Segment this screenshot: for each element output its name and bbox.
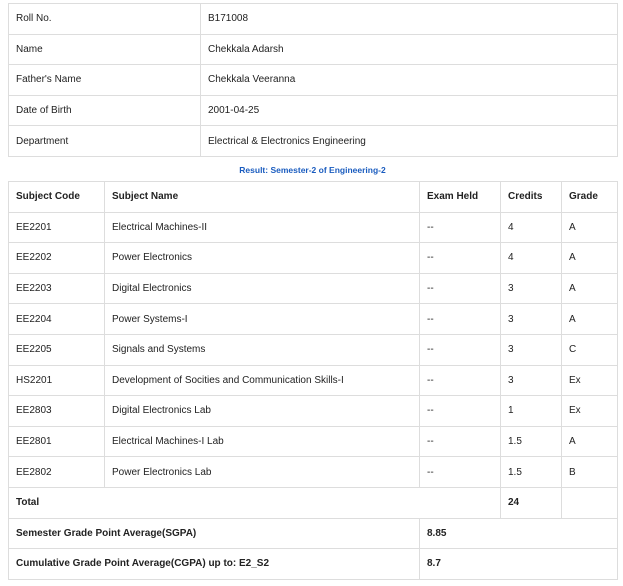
sgpa-row (9, 518, 618, 549)
cgpa-label: Cumulative Grade Point Average(CGPA) up to: E2_S2 (9, 549, 420, 580)
student-info-label: Department (9, 126, 201, 157)
subject-code: HS2201 (9, 365, 105, 396)
subject-credits: 1 (501, 396, 562, 427)
subject-grade: Ex (562, 396, 618, 427)
student-info-table (8, 3, 618, 157)
subject-grade: A (562, 426, 618, 457)
subject-name: Signals and Systems (105, 334, 420, 365)
subject-row (9, 426, 618, 457)
subject-code: EE2801 (9, 426, 105, 457)
subject-row (9, 273, 618, 304)
subject-name: Digital Electronics Lab (105, 396, 420, 427)
student-info-label: Father's Name (9, 65, 201, 96)
subject-exam-held: -- (420, 243, 501, 274)
subject-row (9, 334, 618, 365)
student-info-label: Name (9, 34, 201, 65)
subject-row (9, 396, 618, 427)
subject-credits: 3 (501, 273, 562, 304)
student-info-row (9, 34, 618, 65)
header-subject-name: Subject Name (105, 182, 420, 213)
grades-table (8, 181, 618, 580)
subject-code: EE2802 (9, 457, 105, 488)
subject-code: EE2202 (9, 243, 105, 274)
subject-name: Development of Socities and Communication Skills-I (105, 365, 420, 396)
subject-credits: 1.5 (501, 457, 562, 488)
student-info-row (9, 126, 618, 157)
student-info-row (9, 4, 618, 35)
subject-row (9, 457, 618, 488)
subject-grade: A (562, 243, 618, 274)
sgpa-value: 8.85 (420, 518, 618, 549)
subject-exam-held: -- (420, 365, 501, 396)
header-grade: Grade (562, 182, 618, 213)
subject-grade: B (562, 457, 618, 488)
subject-credits: 4 (501, 243, 562, 274)
student-info-row (9, 95, 618, 126)
subject-name: Power Electronics (105, 243, 420, 274)
subject-grade: Ex (562, 365, 618, 396)
subject-exam-held: -- (420, 457, 501, 488)
subject-credits: 3 (501, 304, 562, 335)
sgpa-label: Semester Grade Point Average(SGPA) (9, 518, 420, 549)
grades-header-row (9, 182, 618, 213)
student-info-value: Chekkala Adarsh (201, 34, 618, 65)
subject-exam-held: -- (420, 304, 501, 335)
subject-grade: C (562, 334, 618, 365)
total-row (9, 487, 618, 518)
student-info-row (9, 65, 618, 96)
subject-code: EE2201 (9, 212, 105, 243)
subject-credits: 3 (501, 365, 562, 396)
subject-row (9, 243, 618, 274)
subject-exam-held: -- (420, 212, 501, 243)
subject-row (9, 304, 618, 335)
subject-grade: A (562, 273, 618, 304)
student-info-label: Roll No. (9, 4, 201, 35)
student-info-value: Chekkala Veeranna (201, 65, 618, 96)
subject-name: Electrical Machines-II (105, 212, 420, 243)
subject-exam-held: -- (420, 396, 501, 427)
cgpa-row (9, 549, 618, 580)
subject-credits: 3 (501, 334, 562, 365)
subject-exam-held: -- (420, 426, 501, 457)
subject-name: Power Electronics Lab (105, 457, 420, 488)
total-label: Total (9, 487, 501, 518)
student-info-body (9, 4, 618, 157)
total-credits: 24 (501, 487, 562, 518)
result-title: Result: Semester-2 of Engineering-2 (239, 165, 386, 175)
cgpa-value: 8.7 (420, 549, 618, 580)
subject-row (9, 212, 618, 243)
subject-code: EE2203 (9, 273, 105, 304)
subject-code: EE2803 (9, 396, 105, 427)
subject-credits: 4 (501, 212, 562, 243)
student-info-value: 2001-04-25 (201, 95, 618, 126)
grades-body (9, 212, 618, 487)
subject-code: EE2205 (9, 334, 105, 365)
subject-name: Digital Electronics (105, 273, 420, 304)
subject-name: Power Systems-I (105, 304, 420, 335)
subject-code: EE2204 (9, 304, 105, 335)
subject-exam-held: -- (420, 273, 501, 304)
header-credits: Credits (501, 182, 562, 213)
total-grade-cell (562, 487, 618, 518)
subject-row (9, 365, 618, 396)
subject-exam-held: -- (420, 334, 501, 365)
subject-name: Electrical Machines-I Lab (105, 426, 420, 457)
student-info-label: Date of Birth (9, 95, 201, 126)
header-exam-held: Exam Held (420, 182, 501, 213)
subject-credits: 1.5 (501, 426, 562, 457)
subject-grade: A (562, 212, 618, 243)
student-info-value: B171008 (201, 4, 618, 35)
student-info-value: Electrical & Electronics Engineering (201, 126, 618, 157)
subject-grade: A (562, 304, 618, 335)
header-subject-code: Subject Code (9, 182, 105, 213)
